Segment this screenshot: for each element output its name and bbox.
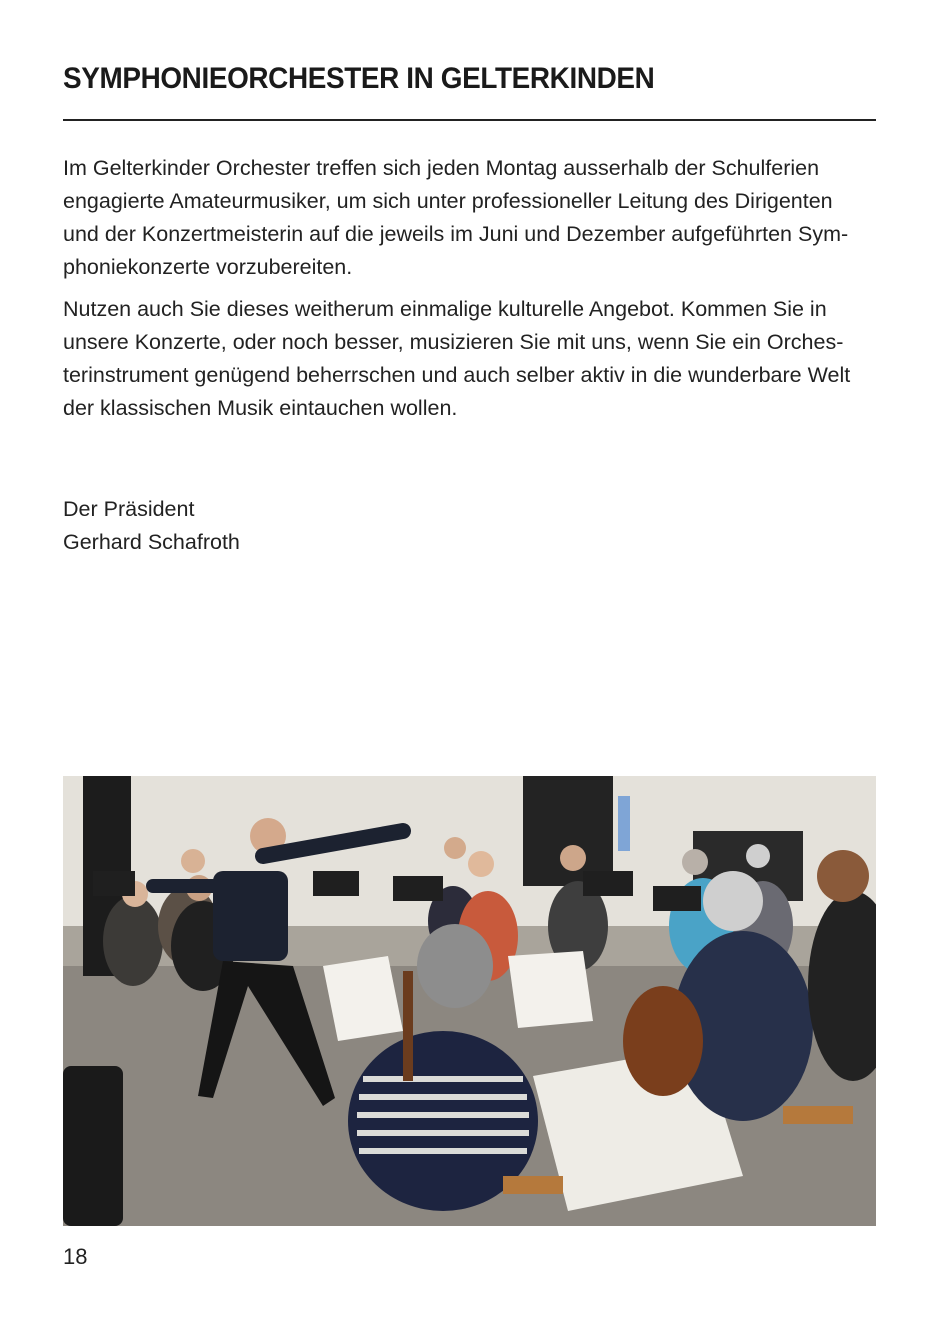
text-line: und der Konzertmeisterin auf die jeweils im Juni und Dezember aufgeführten Sym- xyxy=(63,222,849,246)
signature-role: Der Präsident xyxy=(63,497,195,521)
title-divider xyxy=(63,119,876,121)
text-line: unsere Konzerte, oder noch besser, musizieren Sie mit uns, wenn Sie ein Orches- xyxy=(63,330,844,354)
invitation-paragraph xyxy=(63,293,877,425)
signature-block xyxy=(63,493,240,559)
text-line: engagierte Amateurmusiker, um sich unter professioneller Leitung des Dirigenten xyxy=(63,189,833,213)
text-line: terinstrument genügend beherrschen und auch selber aktiv in die wunderbare Welt xyxy=(63,363,851,387)
signature-name: Gerhard Schafroth xyxy=(63,530,240,554)
page-title: SYMPHONIEORCHESTER IN GELTERKINDEN xyxy=(63,62,655,95)
orchestra-rehearsal-photo xyxy=(63,776,876,1226)
text-line: phoniekonzerte vorzubereiten. xyxy=(63,255,353,279)
text-line: Im Gelterkinder Orchester treffen sich jeden Montag ausserhalb der Schulferien xyxy=(63,156,820,180)
intro-paragraph xyxy=(63,152,877,284)
text-line: Nutzen auch Sie dieses weitherum einmalige kulturelle Angebot. Kommen Sie in xyxy=(63,297,827,321)
text-line: der klassischen Musik eintauchen wollen. xyxy=(63,396,458,420)
page-number: 18 xyxy=(63,1244,88,1269)
